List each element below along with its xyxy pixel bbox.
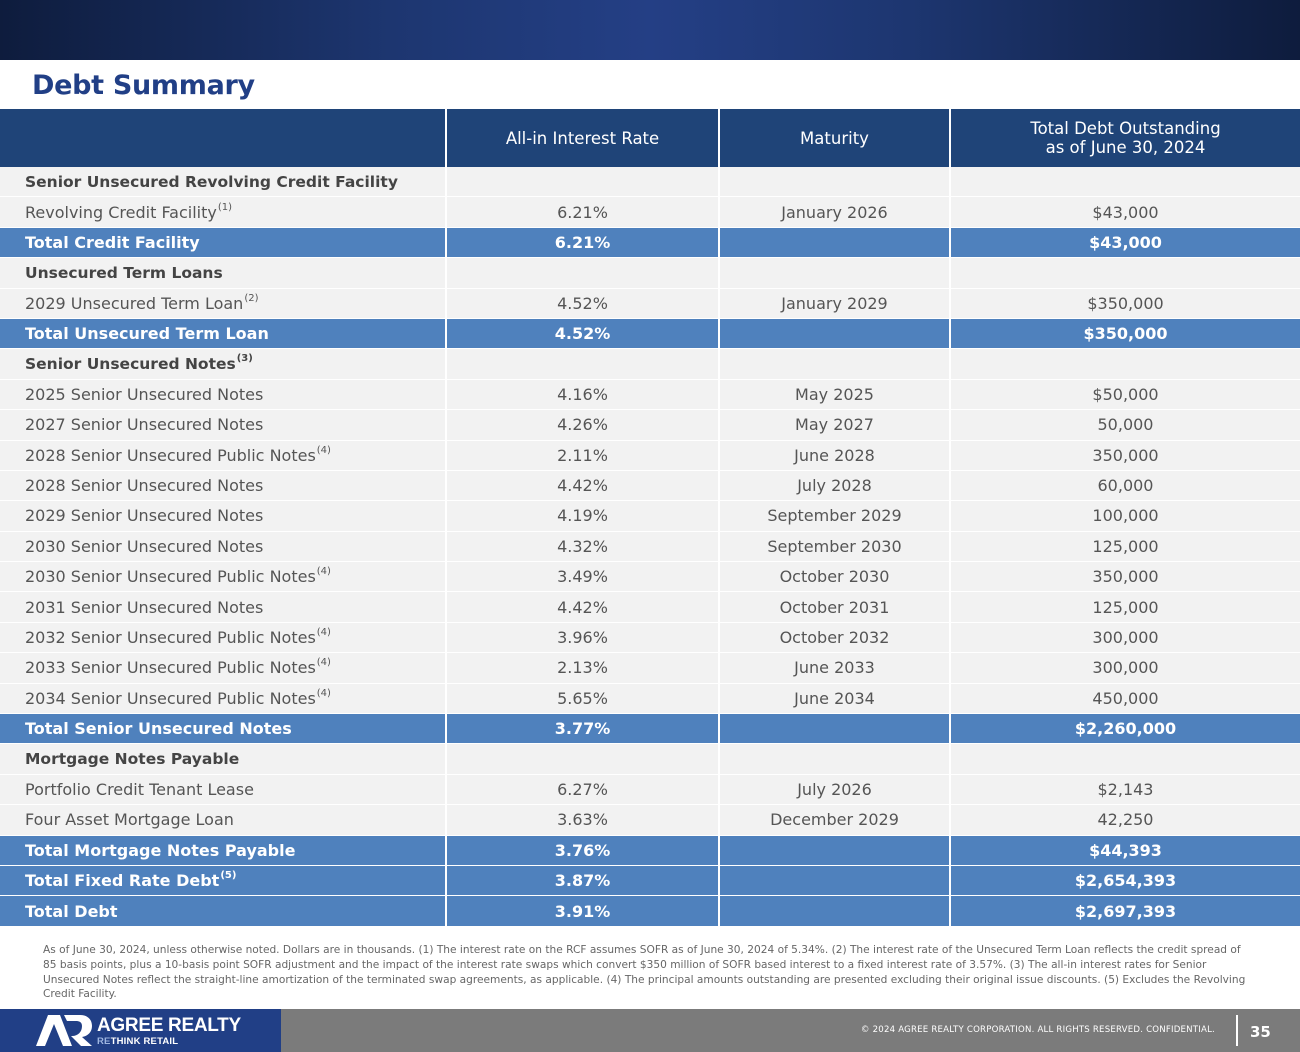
rate-cell-text: 2.11% <box>557 445 608 465</box>
maturity-cell-text: June 2028 <box>794 445 875 465</box>
page-number-box <box>1236 1009 1300 1052</box>
rate-cell <box>446 683 719 713</box>
amount-cell <box>950 622 1300 652</box>
row-label <box>0 653 446 683</box>
header-total-debt-line1: Total Debt Outstanding <box>1030 119 1221 138</box>
section-row <box>0 744 1300 774</box>
amount-cell <box>950 167 1300 197</box>
maturity-cell <box>719 531 950 561</box>
amount-cell-text: 125,000 <box>1092 536 1159 556</box>
rate-cell-text: 3.49% <box>557 567 608 587</box>
maturity-cell <box>719 349 950 379</box>
amount-cell-text: $2,260,000 <box>1074 719 1177 739</box>
header-total-debt <box>950 109 1300 167</box>
amount-cell <box>950 835 1300 865</box>
header-interest-rate: All-in Interest Rate <box>446 109 719 167</box>
maturity-cell-text: October 2032 <box>779 628 890 648</box>
amount-cell-text: $2,143 <box>1097 780 1154 799</box>
maturity-cell <box>719 440 950 470</box>
total-row <box>0 835 1300 865</box>
amount-cell-text: 350,000 <box>1092 567 1159 587</box>
amount-cell-text: $350,000 <box>1083 324 1168 344</box>
agree-logo-icon <box>34 1013 94 1047</box>
row-label <box>0 744 446 774</box>
row-label-text: Total Credit Facility <box>25 232 200 252</box>
table-row <box>0 592 1300 622</box>
amount-cell-text: 125,000 <box>1092 597 1159 617</box>
maturity-cell <box>719 774 950 804</box>
rate-cell-text: 6.27% <box>557 780 608 799</box>
maturity-cell <box>719 410 950 440</box>
amount-cell-text: 300,000 <box>1092 658 1159 678</box>
maturity-cell <box>719 258 950 288</box>
amount-cell <box>950 896 1300 926</box>
row-label <box>0 167 446 197</box>
maturity-cell <box>719 227 950 257</box>
rate-cell <box>446 227 719 257</box>
rate-cell-text: 3.91% <box>554 901 611 921</box>
amount-cell <box>950 470 1300 500</box>
amount-cell <box>950 501 1300 531</box>
row-label-text: 2029 Unsecured Term Loan <box>25 293 244 313</box>
rate-cell <box>446 258 719 288</box>
rate-cell <box>446 440 719 470</box>
rate-cell <box>446 714 719 744</box>
amount-cell <box>950 683 1300 713</box>
total-row <box>0 227 1300 257</box>
header-total-debt-line2: as of June 30, 2024 <box>1045 138 1206 157</box>
amount-cell-text: $43,000 <box>1089 232 1162 252</box>
rate-cell-text: 6.21% <box>554 232 611 252</box>
rate-cell-text: 3.87% <box>554 871 611 891</box>
maturity-cell-text: June 2033 <box>794 658 875 678</box>
rate-cell-text: 3.96% <box>557 628 608 648</box>
logo-tagline-rest: THINK RETAIL <box>110 1036 179 1047</box>
row-label-text: Portfolio Credit Tenant Lease <box>25 780 254 799</box>
rate-cell-text: 3.77% <box>554 719 611 739</box>
table-row <box>0 197 1300 227</box>
rate-cell <box>446 167 719 197</box>
total-row <box>0 318 1300 348</box>
amount-cell-text: $2,654,393 <box>1074 871 1177 891</box>
maturity-cell <box>719 714 950 744</box>
rate-cell <box>446 562 719 592</box>
maturity-cell <box>719 622 950 652</box>
row-label <box>0 501 446 531</box>
rate-cell-text: 4.19% <box>557 506 608 526</box>
footnote-marker: (4) <box>316 657 331 669</box>
maturity-cell-text: October 2031 <box>779 597 890 617</box>
row-label <box>0 288 446 318</box>
amount-cell-text: $350,000 <box>1087 293 1164 313</box>
maturity-cell-text: September 2029 <box>767 506 902 526</box>
amount-cell <box>950 258 1300 288</box>
table-row <box>0 562 1300 592</box>
row-label <box>0 865 446 895</box>
rate-cell-text: 4.52% <box>557 293 608 313</box>
rate-cell <box>446 501 719 531</box>
footnote-marker: (1) <box>217 201 233 213</box>
logo-tagline <box>97 1036 178 1047</box>
amount-cell <box>950 440 1300 470</box>
amount-cell <box>950 653 1300 683</box>
amount-cell <box>950 379 1300 409</box>
row-label <box>0 410 446 440</box>
row-label <box>0 622 446 652</box>
rate-cell-text: 3.63% <box>557 810 608 830</box>
logo-name: AGREE REALTY <box>97 1015 241 1036</box>
row-label-text: 2030 Senior Unsecured Notes <box>25 536 264 556</box>
maturity-cell <box>719 197 950 227</box>
maturity-cell-text: January 2029 <box>781 293 888 313</box>
amount-cell <box>950 288 1300 318</box>
table-row <box>0 470 1300 500</box>
footnote-marker: (2) <box>244 292 259 304</box>
amount-cell <box>950 592 1300 622</box>
row-label <box>0 318 446 348</box>
amount-cell <box>950 714 1300 744</box>
logo-tagline-re: RE <box>97 1036 111 1047</box>
amount-cell <box>950 865 1300 895</box>
maturity-cell <box>719 744 950 774</box>
row-label <box>0 440 446 470</box>
maturity-cell-text: January 2026 <box>781 202 888 222</box>
rate-cell-text: 6.21% <box>557 202 608 222</box>
amount-cell-text: 50,000 <box>1097 415 1154 435</box>
copyright-text: © 2024 AGREE REALTY CORPORATION. ALL RIGHTS RESERVED. CONFIDENTIAL. <box>860 1025 1215 1035</box>
amount-cell <box>950 349 1300 379</box>
row-label-text: Senior Unsecured Revolving Credit Facility <box>25 172 398 191</box>
footnote-marker: (4) <box>316 444 331 456</box>
row-label <box>0 470 446 500</box>
amount-cell <box>950 562 1300 592</box>
row-label <box>0 805 446 835</box>
row-label <box>0 896 446 926</box>
table-header-row <box>0 109 1300 167</box>
maturity-cell <box>719 865 950 895</box>
amount-cell-text: 60,000 <box>1097 476 1154 496</box>
maturity-cell-text: May 2027 <box>795 415 874 435</box>
row-label <box>0 258 446 288</box>
row-label-text: Unsecured Term Loans <box>25 263 223 282</box>
amount-cell <box>950 744 1300 774</box>
amount-cell-text: $2,697,393 <box>1074 901 1177 921</box>
header-maturity: Maturity <box>719 109 950 167</box>
amount-cell-text: $43,000 <box>1092 202 1159 222</box>
table-row <box>0 531 1300 561</box>
row-label-text: Total Fixed Rate Debt <box>25 871 220 891</box>
row-label <box>0 774 446 804</box>
maturity-cell <box>719 318 950 348</box>
amount-cell <box>950 197 1300 227</box>
rate-cell <box>446 379 719 409</box>
row-label-text: 2027 Senior Unsecured Notes <box>25 415 264 435</box>
table-row <box>0 410 1300 440</box>
maturity-cell-text: July 2026 <box>797 780 872 799</box>
table-row <box>0 288 1300 318</box>
rate-cell <box>446 470 719 500</box>
table-row <box>0 379 1300 409</box>
footnote: As of June 30, 2024, unless otherwise noted. Dollars are in thousands. (1) The interest rate on the RCF assumes SOFR as of June 30, 2024 of 5.34%. (2) The interest rate of the Unsecured Term Loan reflects the credit spread of 85 basis points, plus a 10-basis point SOFR adjustment and the impact of the interest rate swaps which convert $350 million of SOFR based interest to a fixed interest rate of 3.57%. (3) The all-in interest rates for Senior Unsecured Notes reflect the straight-line amortization of the terminated swap agreements, as applicable. (4) The principal amounts outstanding are presented excluding their original issue discounts. (5) Excludes the Revolving Credit Facility. <box>43 944 1246 1001</box>
row-label-text: Revolving Credit Facility <box>25 202 217 222</box>
row-label-text: 2030 Senior Unsecured Public Notes <box>25 567 316 587</box>
row-label <box>0 197 446 227</box>
rate-cell <box>446 592 719 622</box>
maturity-cell-text: October 2030 <box>779 567 890 587</box>
rate-cell-text: 4.32% <box>557 536 608 556</box>
table-row <box>0 440 1300 470</box>
maturity-cell <box>719 592 950 622</box>
maturity-cell <box>719 288 950 318</box>
rate-cell <box>446 318 719 348</box>
maturity-cell <box>719 167 950 197</box>
maturity-cell <box>719 470 950 500</box>
maturity-cell-text: May 2025 <box>795 384 874 404</box>
rate-cell <box>446 744 719 774</box>
row-label-text: 2032 Senior Unsecured Public Notes <box>25 628 316 648</box>
section-row <box>0 349 1300 379</box>
maturity-cell <box>719 501 950 531</box>
amount-cell-text: 450,000 <box>1092 688 1159 708</box>
table-row <box>0 683 1300 713</box>
row-label-text: Total Mortgage Notes Payable <box>25 840 296 860</box>
amount-cell-text: $50,000 <box>1092 384 1159 404</box>
footnote-marker: (4) <box>316 566 331 578</box>
rate-cell-text: 3.76% <box>554 840 611 860</box>
row-label-text: Total Senior Unsecured Notes <box>25 719 292 739</box>
maturity-cell-text: June 2034 <box>794 688 875 708</box>
maturity-cell <box>719 805 950 835</box>
row-label <box>0 531 446 561</box>
row-label-text: 2034 Senior Unsecured Public Notes <box>25 688 316 708</box>
row-label <box>0 683 446 713</box>
table-row <box>0 501 1300 531</box>
rate-cell <box>446 835 719 865</box>
row-label-text: 2031 Senior Unsecured Notes <box>25 597 264 617</box>
rate-cell-text: 5.65% <box>557 688 608 708</box>
row-label-text: Total Unsecured Term Loan <box>25 324 269 344</box>
rate-cell <box>446 410 719 440</box>
amount-cell-text: 350,000 <box>1092 445 1159 465</box>
footnote-marker: (3) <box>236 353 253 365</box>
rate-cell-text: 4.42% <box>557 597 608 617</box>
debt-summary-table <box>0 109 1300 927</box>
rate-cell <box>446 896 719 926</box>
maturity-cell-text: July 2028 <box>797 476 872 496</box>
total-row <box>0 714 1300 744</box>
amount-cell <box>950 410 1300 440</box>
rate-cell <box>446 805 719 835</box>
section-row <box>0 258 1300 288</box>
rate-cell <box>446 622 719 652</box>
amount-cell <box>950 774 1300 804</box>
rate-cell <box>446 288 719 318</box>
row-label <box>0 592 446 622</box>
row-label <box>0 349 446 379</box>
row-label-text: Mortgage Notes Payable <box>25 750 240 769</box>
row-label-text: Total Debt <box>25 901 118 921</box>
amount-cell-text: $44,393 <box>1089 840 1162 860</box>
rate-cell-text: 4.52% <box>554 324 611 344</box>
row-label-text: 2029 Senior Unsecured Notes <box>25 506 264 526</box>
maturity-cell <box>719 653 950 683</box>
footnote-marker: (4) <box>316 687 331 699</box>
maturity-cell <box>719 683 950 713</box>
rate-cell-text: 4.42% <box>557 476 608 496</box>
maturity-cell-text: September 2030 <box>767 536 902 556</box>
rate-cell <box>446 197 719 227</box>
row-label <box>0 714 446 744</box>
row-label <box>0 562 446 592</box>
table-row <box>0 805 1300 835</box>
section-row <box>0 167 1300 197</box>
footnote-marker: (4) <box>316 627 331 639</box>
rate-cell <box>446 865 719 895</box>
row-label-text: 2028 Senior Unsecured Notes <box>25 476 264 496</box>
footnote-marker: (5) <box>220 870 237 882</box>
rate-cell <box>446 653 719 683</box>
rate-cell-text: 4.16% <box>557 384 608 404</box>
header-blank <box>0 109 446 167</box>
maturity-cell <box>719 562 950 592</box>
row-label <box>0 835 446 865</box>
amount-cell-text: 42,250 <box>1097 810 1154 830</box>
total-row <box>0 865 1300 895</box>
amount-cell <box>950 805 1300 835</box>
table-body <box>0 167 1300 926</box>
rate-cell <box>446 774 719 804</box>
row-label-text: 2028 Senior Unsecured Public Notes <box>25 445 316 465</box>
top-banner <box>0 0 1300 60</box>
row-label-text: 2033 Senior Unsecured Public Notes <box>25 658 316 678</box>
maturity-cell <box>719 379 950 409</box>
row-label <box>0 227 446 257</box>
total-row <box>0 896 1300 926</box>
amount-cell <box>950 318 1300 348</box>
amount-cell-text: 300,000 <box>1092 628 1159 648</box>
table-row <box>0 622 1300 652</box>
amount-cell <box>950 531 1300 561</box>
rate-cell-text: 4.26% <box>557 415 608 435</box>
amount-cell <box>950 227 1300 257</box>
maturity-cell <box>719 835 950 865</box>
row-label-text: Senior Unsecured Notes <box>25 355 236 374</box>
row-label <box>0 379 446 409</box>
page-title: Debt Summary <box>32 70 255 101</box>
rate-cell <box>446 349 719 379</box>
row-label-text: 2025 Senior Unsecured Notes <box>25 384 264 404</box>
table-row <box>0 653 1300 683</box>
rate-cell <box>446 531 719 561</box>
maturity-cell-text: December 2029 <box>770 810 899 830</box>
maturity-cell <box>719 896 950 926</box>
amount-cell-text: 100,000 <box>1092 506 1159 526</box>
page-number: 35 <box>1250 1023 1271 1041</box>
table-row <box>0 774 1300 804</box>
rate-cell-text: 2.13% <box>557 658 608 678</box>
row-label-text: Four Asset Mortgage Loan <box>25 810 234 830</box>
page-divider <box>1236 1015 1238 1046</box>
